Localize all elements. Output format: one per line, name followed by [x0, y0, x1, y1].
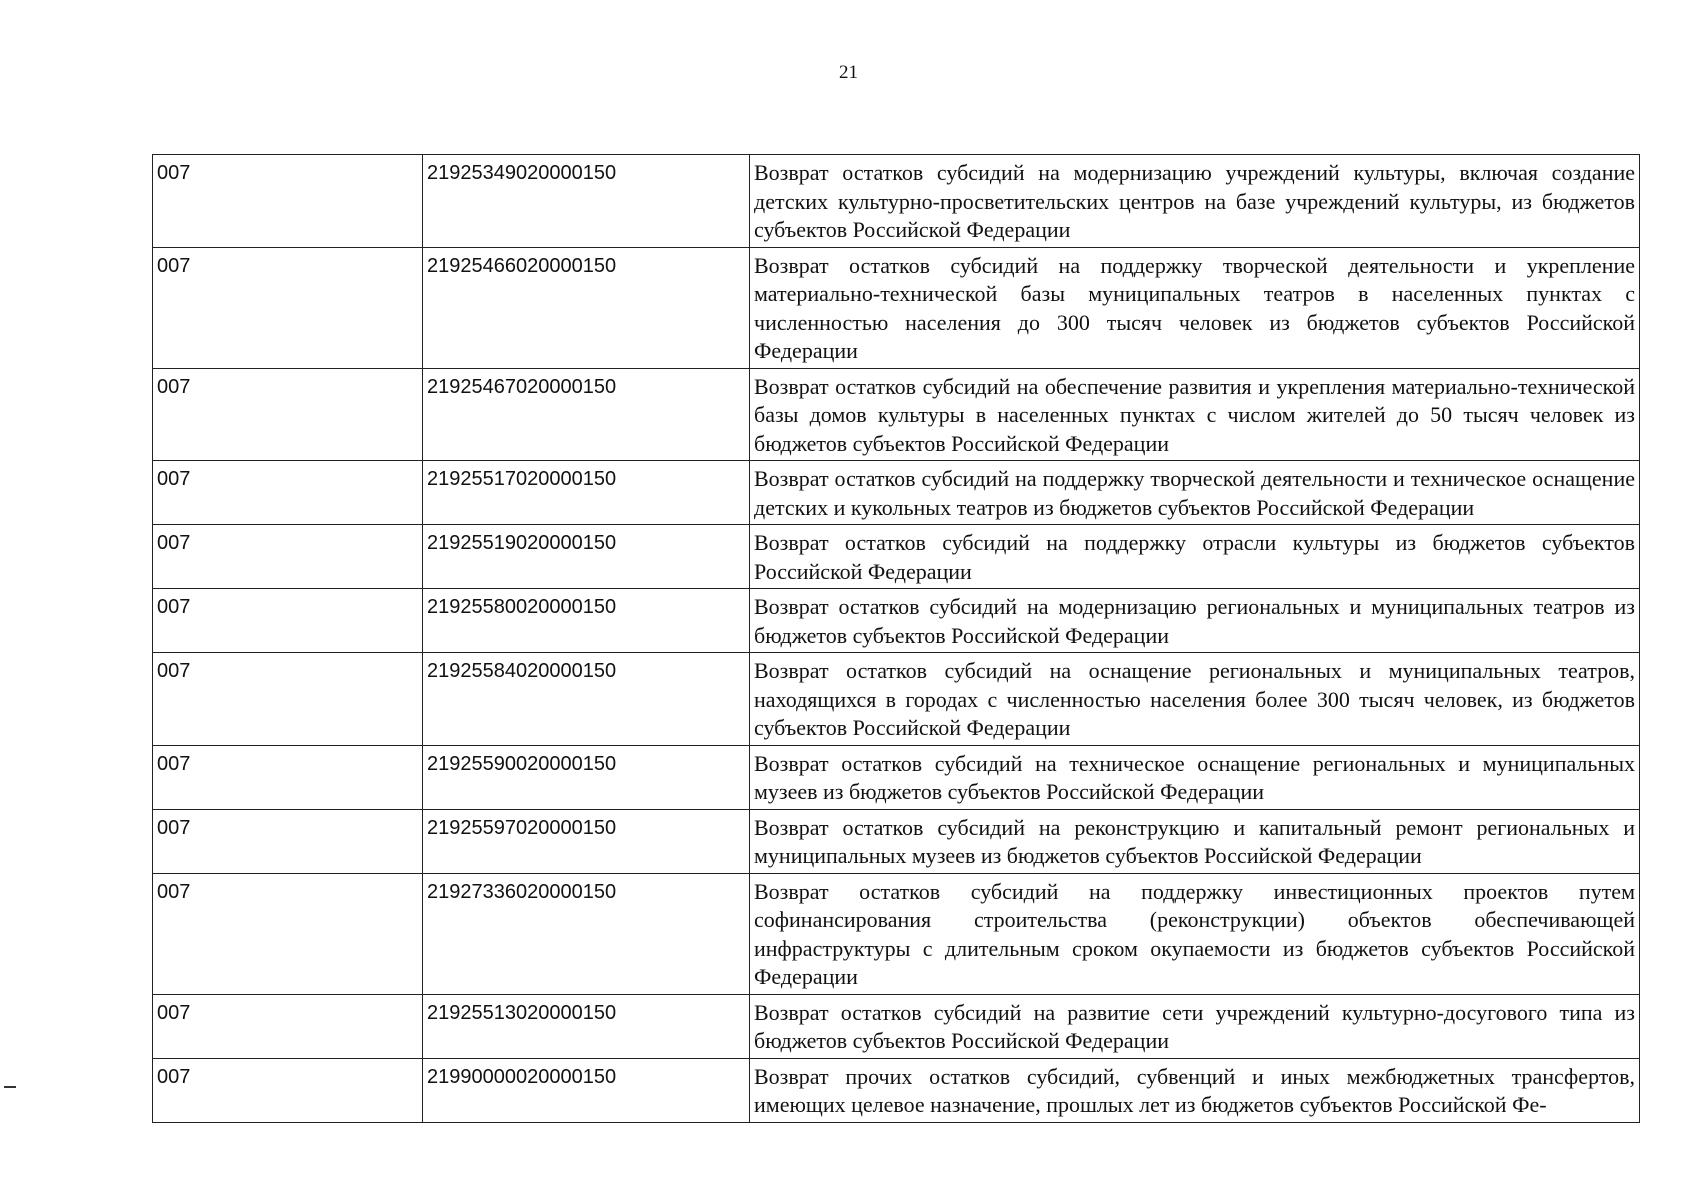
- table-row: [153, 994, 1640, 1058]
- table-row: [153, 1058, 1640, 1122]
- admin-code-cell: 007: [153, 745, 423, 809]
- admin-code-cell: 007: [153, 247, 423, 368]
- description-cell: Возврат остатков субсидий на модернизацию региональных и муниципальных театров из бюджетов субъектов Российской Федерации: [750, 589, 1640, 653]
- budget-code-cell: 21925517020000150: [423, 461, 750, 525]
- budget-code-cell: 21925349020000150: [423, 155, 750, 248]
- admin-code-cell: 007: [153, 994, 423, 1058]
- table-row: [153, 809, 1640, 873]
- table-row: [153, 155, 1640, 248]
- budget-code-cell: 21925467020000150: [423, 368, 750, 461]
- description-cell: [750, 1058, 1640, 1122]
- page-number: 21: [839, 62, 858, 83]
- description-cell: Возврат остатков субсидий на развитие сети учреждений культурно-досугового типа из бюджетов субъектов Российской Федерации: [750, 994, 1640, 1058]
- description-cell: Возврат остатков субсидий на поддержку инвестиционных проектов путем софинансирования строительства (реконструкции) объектов обеспечивающей инфраструктуры с длительным сроком окупаемости из бюджетов субъектов Российской Федерации: [750, 873, 1640, 994]
- budget-code-cell: 21925580020000150: [423, 589, 750, 653]
- budget-code-cell: 21927336020000150: [423, 873, 750, 994]
- description-text: Возврат прочих остатков субсидий, субвенций и иных межбюджетных трансфертов, имеющих целевое назначение, прошлых лет из бюджетов субъектов Российской Фе-: [754, 1063, 1635, 1117]
- table-row: [153, 461, 1640, 525]
- budget-code-cell: 21925466020000150: [423, 247, 750, 368]
- description-cell: Возврат остатков субсидий на модернизацию учреждений культуры, включая создание детских культурно-просветительских центров на базе учреждений культуры, из бюджетов субъектов Российской Федерации: [750, 155, 1640, 248]
- admin-code-cell: 007: [153, 368, 423, 461]
- description-cell: Возврат остатков субсидий на поддержку творческой деятельности и укрепление материально-технической базы муниципальных театров в населенных пунктах с численностью населения до 300 тысяч человек из бюджетов субъектов Российской Федерации: [750, 247, 1640, 368]
- description-cell: Возврат остатков субсидий на реконструкцию и капитальный ремонт региональных и муниципальных музеев из бюджетов субъектов Российской Федерации: [750, 809, 1640, 873]
- description-cell: Возврат остатков субсидий на поддержку творческой деятельности и техническое оснащение детских и кукольных театров из бюджетов субъектов Российской Федерации: [750, 461, 1640, 525]
- table-row: [153, 247, 1640, 368]
- admin-code-cell: 007: [153, 461, 423, 525]
- margin-dash-mark: [4, 1086, 16, 1088]
- admin-code-cell: 007: [153, 589, 423, 653]
- budget-code-cell: 21990000020000150: [423, 1058, 750, 1122]
- budget-code-table: [152, 154, 1640, 1123]
- admin-code-cell: 007: [153, 653, 423, 746]
- budget-code-cell: 21925584020000150: [423, 653, 750, 746]
- description-cell: Возврат остатков субсидий на обеспечение развития и укрепления материально-технической базы домов культуры в населенных пунктах с числом жителей до 50 тысяч человек из бюджетов субъектов Российской Федерации: [750, 368, 1640, 461]
- admin-code-cell: 007: [153, 809, 423, 873]
- admin-code-cell: 007: [153, 1058, 423, 1122]
- description-cell: Возврат остатков субсидий на техническое оснащение региональных и муниципальных музеев из бюджетов субъектов Российской Федерации: [750, 745, 1640, 809]
- budget-code-cell: 21925513020000150: [423, 994, 750, 1058]
- table-row: [153, 873, 1640, 994]
- table-row: [153, 653, 1640, 746]
- admin-code-cell: 007: [153, 873, 423, 994]
- table-row: [153, 589, 1640, 653]
- description-cell: Возврат остатков субсидий на оснащение региональных и муниципальных театров, находящихся в городах с численностью населения более 300 тысяч человек, из бюджетов субъектов Российской Федерации: [750, 653, 1640, 746]
- budget-code-cell: 21925519020000150: [423, 525, 750, 589]
- table-row: [153, 745, 1640, 809]
- table-row: [153, 368, 1640, 461]
- admin-code-cell: 007: [153, 525, 423, 589]
- budget-code-cell: 21925597020000150: [423, 809, 750, 873]
- description-cell: Возврат остатков субсидий на поддержку отрасли культуры из бюджетов субъектов Российской Федерации: [750, 525, 1640, 589]
- admin-code-cell: 007: [153, 155, 423, 248]
- budget-code-cell: 21925590020000150: [423, 745, 750, 809]
- table-row: [153, 525, 1640, 589]
